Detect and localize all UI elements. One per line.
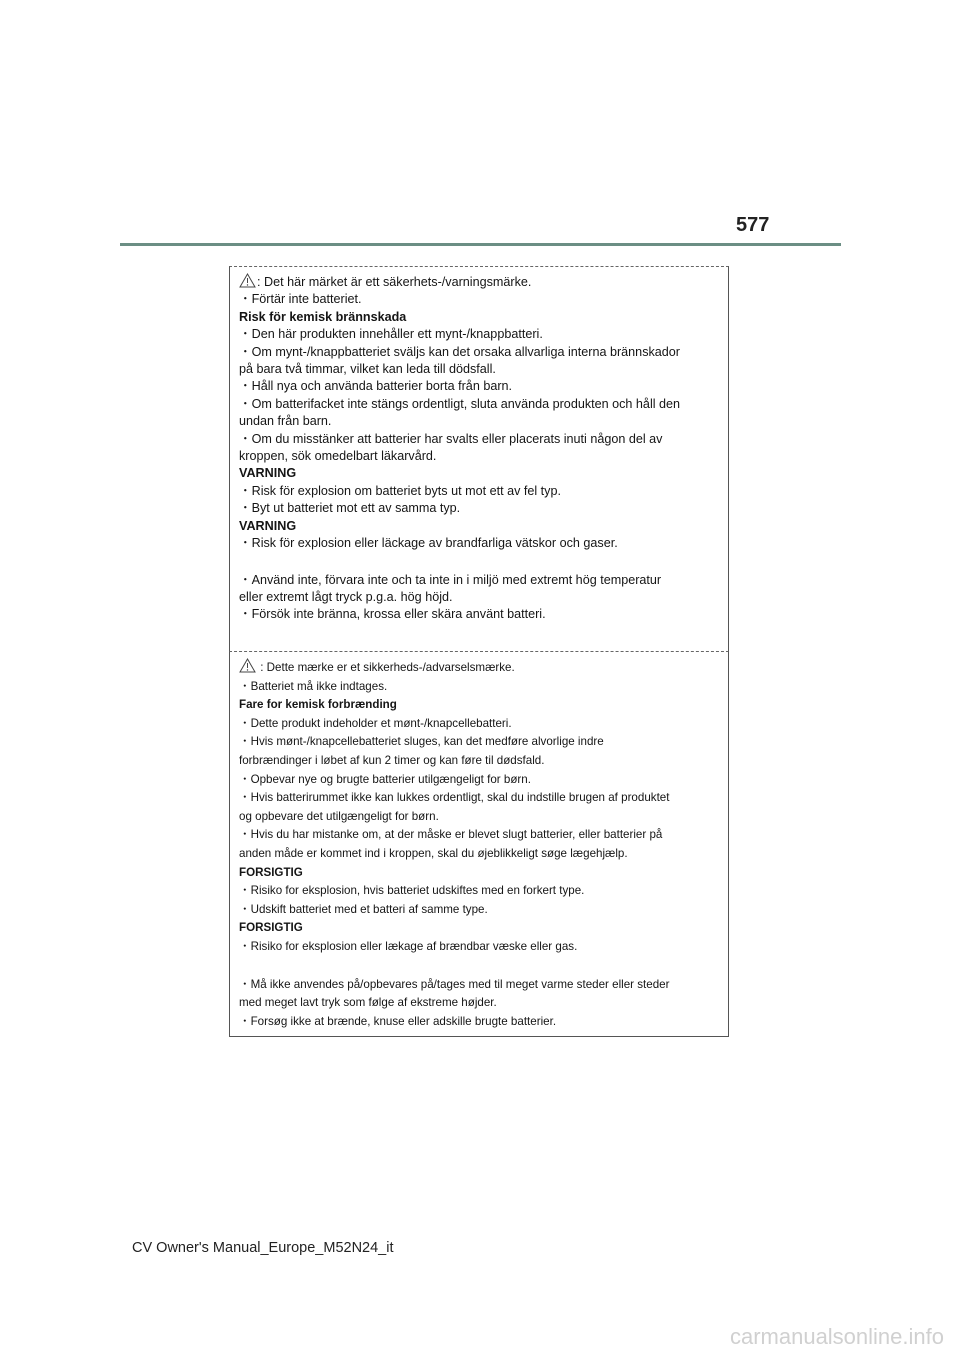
sv-line: på bara två timmar, vilket kan leda till dödsfall. (239, 362, 496, 377)
swedish-intro-text: : Det här märket är ett säkerhets-/varningsmärke. (257, 275, 532, 289)
sv-line: ・Håll nya och använda batterier borta från barn. (239, 379, 513, 394)
da-spacer (239, 957, 722, 976)
sv-line: ・Förtär inte batteriet. (239, 292, 362, 307)
sv-heading: VARNING (239, 466, 297, 481)
sv-line: ・Om mynt-/knappbatteriet sväljs kan det orsaka allvarliga interna brännskador (239, 344, 680, 359)
page-number: 577 (736, 214, 770, 236)
da-line: anden måde er kommet ind i kroppen, skal du øjeblikkeligt søge lægehjælp. (239, 846, 628, 860)
sv-heading: VARNING (239, 518, 297, 533)
sv-line: ・Om batterifacket inte stängs ordentligt, sluta använda produkten och håll den (239, 396, 681, 411)
sv-line: undan från barn. (239, 414, 332, 429)
da-line: ・Må ikke anvendes på/opbevares på/tages med til meget varme steder eller steder (239, 977, 670, 991)
swedish-warning-box (229, 266, 729, 651)
da-line: ・Udskift batteriet med et batteri af samme type. (239, 902, 488, 916)
da-heading: FORSIGTIG (239, 921, 303, 935)
sv-line: ・Byt ut batteriet mot ett av samma typ. (239, 501, 461, 516)
danish-warning-box (229, 651, 729, 1037)
da-line: ・Hvis mønt-/knapcellebatteriet sluges, kan det medføre alvorlige indre (239, 735, 604, 749)
sv-line: eller extremt lågt tryck p.g.a. hög höjd. (239, 589, 453, 604)
sv-line: ・Försök inte bränna, krossa eller skära använt batteri. (239, 607, 546, 622)
warning-triangle-icon (239, 658, 256, 673)
da-heading: Fare for kemisk forbrænding (239, 698, 397, 712)
watermark: carmanualsonline.info (729, 1324, 944, 1349)
da-line: ・Batteriet må ikke indtages. (239, 679, 388, 693)
da-line: ・Hvis batterirummet ikke kan lukkes ordentligt, skal du indstille brugen af produktet (239, 791, 670, 805)
sv-spacer (239, 553, 722, 572)
da-line: ・Dette produkt indeholder et mønt-/knapcellebatteri. (239, 716, 512, 730)
da-line: ・Risiko for eksplosion eller lækage af brændbar væske eller gas. (239, 939, 578, 953)
sv-line: kroppen, sök omedelbart läkarvård. (239, 449, 437, 464)
footer-manual-id: CV Owner's Manual_Europe_M52N24_it (132, 1240, 394, 1256)
danish-intro-line (239, 658, 722, 678)
sv-line: ・Om du misstänker att batterier har svalts eller placerats inuti någon del av (239, 431, 663, 446)
sv-line: ・Den här produkten innehåller ett mynt-/knappbatteri. (239, 327, 543, 342)
swedish-intro-line (239, 273, 722, 291)
da-line: med meget lavt tryk som følge af ekstreme højder. (239, 996, 497, 1010)
sv-line: ・Risk för explosion eller läckage av brandfarliga vätskor och gaser. (239, 536, 618, 551)
da-line: forbrændinger i løbet af kun 2 timer og kan føre til dødsfald. (239, 753, 545, 767)
warning-triangle-icon (239, 273, 256, 288)
da-line: ・Opbevar nye og brugte batterier utilgængeligt for børn. (239, 772, 531, 786)
sv-line: ・Risk för explosion om batteriet byts ut mot ett av fel typ. (239, 483, 561, 498)
header-rule (120, 243, 841, 246)
da-line: ・Hvis du har mistanke om, at der måske er blevet slugt batterier, eller batterier på (239, 828, 663, 842)
da-line: og opbevare det utilgængeligt for børn. (239, 809, 439, 823)
da-line: ・Risiko for eksplosion, hvis batteriet udskiftes med en forkert type. (239, 884, 585, 898)
sv-heading: Risk för kemisk brännskada (239, 309, 407, 324)
da-heading: FORSIGTIG (239, 865, 303, 879)
danish-intro-text: : Dette mærke er et sikkerheds-/advarselsmærke. (257, 661, 515, 674)
da-line: ・Forsøg ikke at brænde, knuse eller adskille brugte batterier. (239, 1014, 557, 1028)
sv-line: ・Använd inte, förvara inte och ta inte in i miljö med extremt hög temperatur (239, 572, 662, 587)
